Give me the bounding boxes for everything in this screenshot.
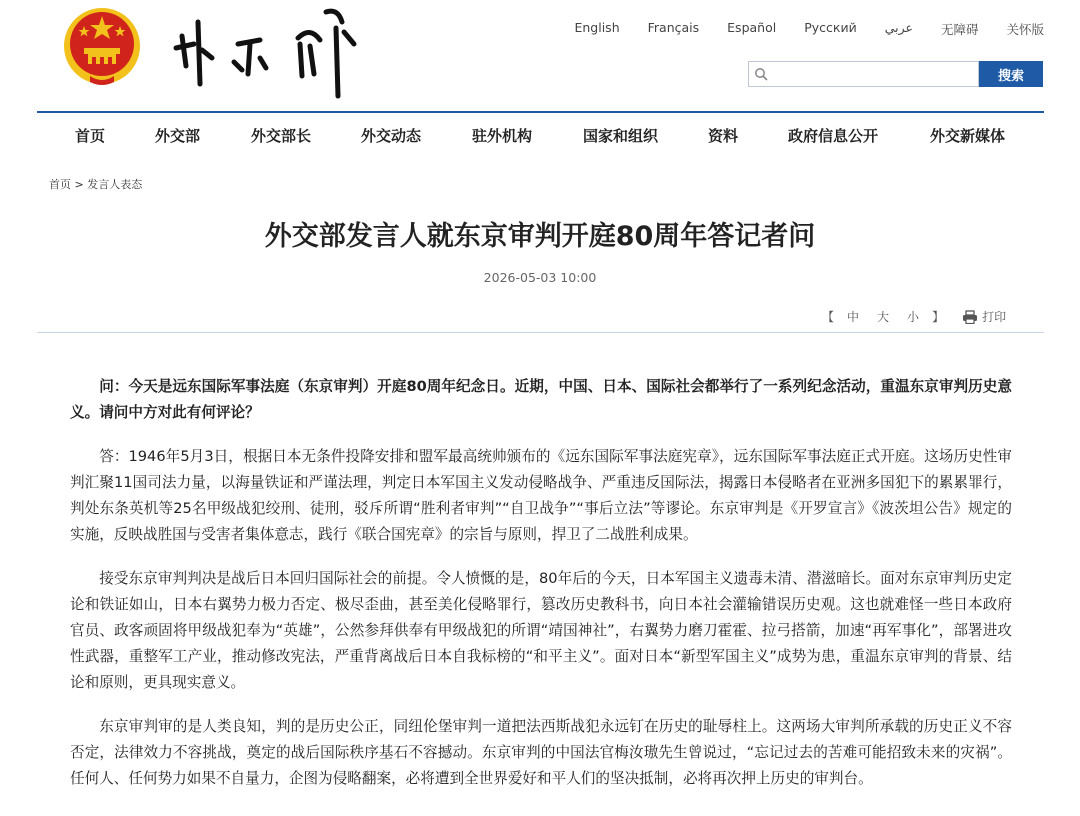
lang-spanish-link[interactable]: Español (727, 20, 777, 35)
search-input[interactable] (773, 64, 973, 84)
article-body (70, 374, 1012, 810)
font-size-bracket-open: 【 (822, 310, 835, 324)
breadcrumb-home-link[interactable]: 首页 (49, 178, 71, 191)
nav-item-missions-abroad[interactable]: 驻外机构 (472, 127, 533, 145)
answer-paragraph-3: 东京审判审的是人类良知，判的是历史公正，同纽伦堡审判一道把法西斯战犯永远钉在历史的耻辱柱上。这两场大审判所承载的历史正义不容否定，法律效力不容挑战，奠定的战后国际秩序基石不容撼动。东京审判的中国法官梅汝璈先生曾说过，“忘记过去的苦难可能招致未来的灾祸”。任何人、任何势力如果不自量力，企图为侵略翻案，必将遭到全世界爱好和平人们的坚决抵制，必将再次押上历史的审判台。 (70, 718, 1012, 787)
answer-paragraph-2: 接受东京审判判决是战后日本回归国际社会的前提。令人愤慨的是，80年后的今天，日本军国主义遗毒未清、潜滋暗长。面对东京审判历史定论和铁证如山，日本右翼势力极力否定、极尽歪曲，甚至美化侵略罪行，篡改历史教科书，向日本社会灌输错误历史观。这也就难怪一些日本政府官员、政客顽固将甲级战犯奉为“英雄”，公然参拜供奉有甲级战犯的所谓“靖国神社”，右翼势力磨刀霍霍、拉弓搭箭，加速“再军事化”，部署进攻性武器，重整军工产业，推动修改宪法，严重背离战后日本自我标榜的“和平主义”。面对日本“新型军国主义”成势为患，重温东京审判的背景、结论和原则，更具现实意义。 (70, 570, 1012, 691)
language-bar (546, 20, 1044, 38)
national-emblem-icon[interactable] (62, 4, 142, 88)
question-paragraph: 问：今天是远东国际军事法庭（东京审判）开庭80周年纪念日。近期，中国、日本、国际社会都举行了一系列纪念活动，重温东京审判历史意义。请问中方对此有何评论？ (70, 378, 1012, 421)
breadcrumb-current-link[interactable]: 发言人表态 (87, 178, 143, 191)
breadcrumb (49, 176, 142, 192)
font-size-bracket-close: 】 (932, 310, 945, 324)
ministry-calligraphy-logo[interactable] (168, 4, 368, 104)
search-icon (754, 67, 768, 81)
article-date: 2026-05-03 10:00 (483, 270, 597, 285)
lang-english-link[interactable]: English (574, 20, 620, 35)
font-size-medium-button[interactable]: 中 (847, 310, 860, 324)
lang-french-link[interactable]: Français (647, 20, 700, 35)
answer-paragraph-1: 答：1946年5月3日，根据日本无条件投降安排和盟军最高统帅颁布的《远东国际军事法庭宪章》，远东国际军事法庭正式开庭。这场历史性审判汇聚11国司法力量，以海量铁证和严谨法理，判定日本军国主义发动侵略战争、严重违反国际法，揭露日本侵略者在亚洲多国犯下的累累罪行，判处东条英机等25名甲级战犯绞刑、徒刑，驳斥所谓“胜利者审判”“自卫战争”“事后立法”等谬论。东京审判是《开罗宣言》《波茨坦公告》规定的实施，反映战胜国与受害者集体意志，践行《联合国宪章》的宗旨与原则，捍卫了二战胜利成果。 (70, 448, 1012, 543)
nav-item-diplomatic-news[interactable]: 外交动态 (361, 127, 422, 145)
nav-item-home[interactable]: 首页 (75, 127, 106, 145)
search-box (748, 61, 979, 87)
accessibility-link[interactable]: 无障碍 (940, 22, 979, 37)
lang-arabic-link[interactable]: عربي (884, 20, 913, 35)
font-size-small-button[interactable]: 小 (907, 310, 920, 324)
elderly-care-link[interactable]: 关怀版 (1006, 22, 1044, 37)
font-size-large-button[interactable]: 大 (877, 310, 890, 324)
nav-item-countries[interactable]: 国家和组织 (583, 127, 659, 145)
print-button[interactable] (962, 308, 1006, 325)
nav-item-gov-info[interactable]: 政府信息公开 (788, 127, 879, 145)
article-tools (818, 308, 1006, 325)
nav-item-new-media[interactable]: 外交新媒体 (930, 127, 1006, 145)
print-label: 打印 (982, 310, 1007, 324)
nav-item-ministry[interactable]: 外交部 (155, 127, 201, 145)
site-header (0, 0, 1080, 112)
printer-icon (962, 310, 978, 324)
breadcrumb-separator: > (74, 178, 84, 191)
title-divider (37, 332, 1044, 333)
lang-russian-link[interactable]: Русский (804, 20, 857, 35)
article-title: 外交部发言人就东京审判开庭80周年答记者问 (264, 221, 816, 252)
nav-item-resources[interactable]: 资料 (708, 127, 739, 145)
main-nav (37, 113, 1044, 155)
search-button[interactable]: 搜索 (979, 61, 1043, 87)
nav-item-minister[interactable]: 外交部长 (251, 127, 312, 145)
